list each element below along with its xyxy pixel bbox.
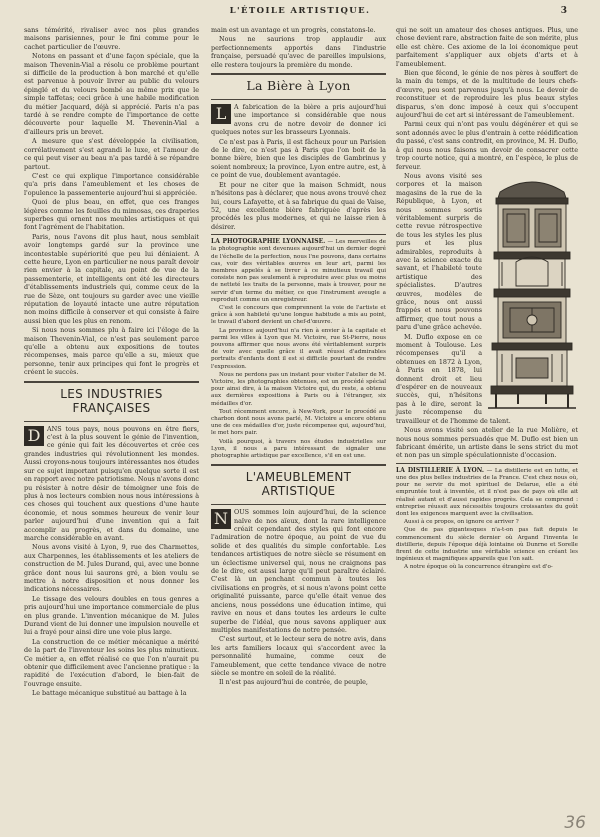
drop-cap: D [24,426,44,446]
section-heading-biere: La Bière à Lyon [246,78,351,94]
section-divider [211,99,386,100]
paragraph: Que de pas gigantesques n'a-t-on pas fait depuis le commencement du siècle dernier où Argand l'inventa le distillerie, depuis l'époque déjà lointaine où Dunrne et Sorelle firent de cette industrie une véritable science en créant les ingénieux et magnifiques appareils que l'on sait. [396,527,578,563]
paragraph: M. Duflo expose en ce moment à Toulouse. Les récompenses qu'il a obtenues en 1872 à Lyon, à Paris en 1878, lui donnent droit et lieu d'espérer en de nouveaux succès, qui, n'hésitons pas à le dire, seront la juste récompense du travailleur et de l'homme de talent. [396,332,511,425]
journal-title: L'ÉTOILE ARTISTIQUE. [229,6,371,16]
paragraph: C'est le concours que comprennent la voie de l'artiste et grâce à son habileté qu'une longue habitude a mis au point, le travail d'abord devient un chef-d'œuvre. [211,304,386,326]
paragraph: Le battage mécanique substitué au battage à la [32,689,187,698]
article-title: LA DISTILLERIE À LYON. [396,466,484,474]
paragraph: L A fabrication de la bière a pris aujourd'hui une importance si considérable que nous avons cru de notre devoir de donner ici quelques notes sur les brasseurs Lyonnais. [211,103,386,137]
paragraph: A mesure que s'est développée la civilisation, corrélativement s'est agrandi le luxe, et l'amour de ce qui peut viser au beau n'a pas tardé à se répandre partout. [24,137,199,171]
page-number: 3 [560,6,567,16]
paragraph: La construction de ce métier mécanique a mérité de la part de l'inventeur les soins les plus minutieux. Ce métier a, en effet réalisé ce que l'on n'aurait pu obtenir que difficilement avec l'ancienne pratique : la rapidité de l'exécution d'abord, le bien-fait de l'ouvrage ensuite. [24,637,199,688]
paragraph: Aussi à ce propos, on ignore ce arriver ? [404,519,519,526]
paragraph: Bien que fécond, le génie de nos pères à souffert de la main du temps, et de la multitude de leurs chefs-d'œuvre, peu sont parvenus jusqu'à nous. Le devoir de reconstituer et de reproduire les plus beaux styles disparus, s'en donc imposé à ceux qui s'occupent aujourd'hui de cet art si intéressant de l'ameublement. [396,69,578,120]
section-divider [211,464,386,466]
paragraph: Notons en passant et d'une façon spéciale, que la maison Thevenin-Vial a résolu ce problème pourtant si difficile de la production à bon marché et qu'elle est parvenue à pouvoir livrer au public du velours épinglé et du velours bombé au même prix que le simple taffetas; ceci grâce à une habile modification du métier Jacquard, déjà si apprécié. Paris n'a pas tardé à se rendre compte de l'importance de cette découverte pour laquelle M. Thevenin-Vial a d'ailleurs pris un brevet. [24,52,199,136]
paragraph: Ce n'est pas à Paris, il est fâcheux pour un Parisien de le dire, ce n'est pas à Paris que l'on boit de la bonne bière, bien que les disciples de Gambrinus y soient nombreux; la province, Lyon entre autre, est, à ce point de vue, doublement avantagée. [211,137,386,180]
photo-article: LA PHOTOGRAPHIE LYONNAISE. — Les merveilles de la photographie sont devenues aujourd'hui un dernier degré de l'échelle de la perfection, nous l'ne pouvons, dans certains cas, voir des véritables œuvres en leur art, parmi les membres appelés à se livrer à ce minutieux travail qui consiste non pas seulement à reproduire avec plus ou moins de netteté les traits de la personne, mais à trouver, pour ne servir d'un terme du métier, ce que l'instrument aveugle a reproduit comme un enregistreur. C'est le concours que comprennent la voie de l'artiste et grâce à son habileté qu'une longue habitude a mis au point, le travail d'abord devient un chef-d'œuvre. La province aujourd'hui n'a rien à envier à la capitale et parmi les villes à Lyon que M. Victoire, rue St-Pierre, nous pouvons affirmer que nous avons été véritablement surpris de voir avec quelle grâce il avait réussi d'admirables portraits d'enfants dont il est si difficile pourtant de rendre l'expression. Nous ne perdons pas un instant pour visiter l'atelier de M. Victoire, les photographies obtenues, est un procédé spécial pour ainsi dire, à la maison Victoire qui, du reste, a obtenu aux dernières expositions à Paris ou à l'étranger, six médailles d'or. Tout récemment encore, à New-York, pour le procédé au charbon dont nous avons parlé, M. Victoire a encore obtenu une de ces médailles d'or, juste récompense qui, aujourd'hui, le met hors pair. Voilà pourquoi, à travers nos études industrielles sur Lyon, il nous a paru intéressant de signaler une photographie artistique par excellence, s'il en est une. [211,238,387,460]
paragraph: A notre époque où la concurrence étrangère est d'o- [404,564,553,571]
paragraph: La province aujourd'hui n'a rien à envier à la capitale et parmi les villes à Lyon que M. Victoire, rue St-Pierre, nous pouvons affirmer que nous avons été véritablement surpris de voir avec quelle grâce il avait réussi d'admirables portraits d'enfants dont il est si difficile pourtant de rendre l'expression. [211,327,386,370]
paragraph: main est un avantage et un progrès, constatons-le. [211,26,376,34]
paragraph: D ANS tous pays, nous pouvons en être fiers, c'est à la plus souvent le génie de l'invention, ce génie qui fait les découvertes et crée ces grandes industries qui révolutionnent les mondes. Aussi croyons-nous toujours intéressantes nos études sur ce sujet important puisqu'en quelque sorte il est en rapport avec notre patriotisme. Nous n'avons donc pu résister à notre désir de témoigner une fois de plus à nos lecteurs combien nous nous intéressions à ces choses qui touchent aux questions d'une haute économie, et nous sommes heureux de venir leur parler aujourd'hui d'une invention qui a fait accomplir au progrès, et dans du domaine, une marche considérable en avant. [24,424,199,542]
paragraph: Nous ne perdons pas un instant pour visiter l'atelier de M. Victoire, les photographies obtenues, est un procédé spécial pour ainsi dire, à la maison Victoire qui, du reste, a obtenu aux dernières expositions à Paris ou à l'étranger, six médailles d'or. [211,371,386,407]
paragraph: Tout récemment encore, à New-York, pour le procédé au charbon dont nous avons parlé, M. Victoire a encore obtenu une de ces médailles d'or, juste récompense qui, aujourd'hui, le met hors pair. [211,408,386,437]
column-right [396,26,578,573]
section-divider [24,421,199,422]
paragraph: Et pour ne citer que la maison Schmidt, nous n'hésitons pas à déclarer, que nous avons trouvé chez lui, cours Lafayette, et à sa fabrique du quai de Vaise, 52, une excellente bière fabriquée d'après les procédés les plus modernes, et qui ne laisse rien à désirer. [211,180,386,231]
handwritten-margin-number: 36 [564,813,586,833]
section-divider [211,73,386,75]
paragraph: Si nous nous sommes plu à faire ici l'éloge de la maison Thevenin-Vial, ce n'est pas seulement parce qu'elle a obtenu aux expositions de toutes récompenses, mais parce qu'elle a su, mieux que personne, tenir aux principes qui font le progrès et créent le succès. [24,326,199,377]
section-divider [211,234,386,235]
paragraph: Parmi ceux qui n'ont pas voulu dégénérer et qui se sont adonnés avec le plus d'entrain à cette réédification du passé, c'est sans contredit, en province, M. H. Duflo, à qui nous nous faisons un devoir de consacrer cette trop courte notice, qui a montré, en l'espèce, le plus de ferveur. [396,120,578,171]
drop-cap: N [211,509,231,529]
section-divider [396,463,578,464]
column-middle [211,26,386,688]
paragraph: Nous ne saurions trop applaudir aux perfectionnements apportés dans l'industrie française, persuadé qu'avec de pareilles impulsions, elle restera toujours la première du monde. [211,35,386,69]
drop-cap: L [211,104,231,124]
paragraph: Paris, nous l'avons dit plus haut, nous semblait avoir longtemps gardé sur la province une incontestable supériorité que peu lui déniaient. A cette heure, Lyon en particulier ne nous paraît devoir rien envier à la capitale, au point de vue de la passementerie, et intelligents ont été les directeurs d'établissements industriels qui, comme ceux de la rue de Sèze, ont toujours su garder avec une vieille réputation de loyauté intacte une autre réputation non moins difficile à conserver et qui consiste à faire aussi bien que les plus en renom. [24,232,199,325]
section-heading-ameublement: L'AMEUBLEMENT ARTISTIQUE [245,470,352,499]
paragraph: Nous avons visité à Lyon, 9, rue des Charmettes, aux Charpennes, les établissements et les ateliers de construction de M. Jules Durand, qui, avec une bonne grâce dont nous lui saurons gré, a bien voulu se mettre à notre disposition et nous donner les indications nécessaires. [24,543,199,594]
paragraph: Il n'est pas aujourd'hui de contrée, de peuple, [219,678,368,687]
distillerie-article: LA DISTILLERIE À LYON. — La distillerie est en lutte, et une des plus belles industries de la France. C'est chez nous où, pour ne servir du mot spirituel de Delarue, elle a été empruntée tout à inventée, et il n'est pas de pays où elle ait réalisé autant et d'aussi rapides progrès. Cela se comprend : entreprise réussit aux nécessités toujours croissantes du goût dont les exigences marquent avec la civilisation. Aussi à ce propos, on ignore ce arriver ? Que de pas gigantesques n'a-t-on pas fait depuis le commencement du siècle dernier où Argand l'inventa le distillerie, depuis l'époque déjà lointaine où Dunrne et Sorelle firent de cette industrie une véritable science en créant les ingénieux et magnifiques appareils que l'on sait. A notre époque où la concurrence étrangère est d'o- [396,466,578,571]
paragraph: Nous avons visité ses corpores et la maison magasins de la rue de la République, à Lyon, et nous sommes sortis véritablement surpris de cette revue rétrospective de tous les styles les plus purs et les plus admirables, reproduits à avec la science exacte du savant, et l'habileté toute artistique des spécialistes. D'autres œuvres, modèles de grâce, nous ont aussi frappés et nous pouvons affirmer, que tout nous a paru d'une grâce achevée. [396,172,578,332]
paragraph: Voilà pourquoi, à travers nos études industrielles sur Lyon, il nous a paru intéressant de signaler une photographie artistique par excellence, s'il en est une. [211,438,386,460]
section-divider [24,381,199,383]
article-title: LA PHOTOGRAPHIE LYONNAISE. [211,238,326,246]
section-heading-industries: LES INDUSTRIES FRANÇAISES [60,386,163,415]
column-left [24,26,199,699]
paragraph: C'est surtout, et le lecteur sera de notre avis, dans les arts familiers locaux qui s'accordent avec la personnalité humaine, comme ceux de l'ameublement, que cette tendance vivace de notre siècle se montre en soleil de la réalité. [211,635,386,677]
paragraph: C'est ce qui explique l'importance considérable qu'a pris dans l'ameublement et les choses de l'opulence la passementerie aujourd'hui si appréciée. [24,171,199,197]
paragraph: N OUS sommes loin aujourd'hui, de la science naïve de nos aïeux, dont la rare intelligence créait cependant des styles qui font encore l'admiration de notre époque, au point de vue du solide et des qualités du simple confortable. Les tendances artistiques de notre siècle se résument en un éclectisme universel qui, nous ne craignons pas de le dire, est aussi large qu'il peut paraître éclairé. C'est là un penchant commun à toutes les civilisations en progrès, et si nous n'avons point cette originalité puissante, parce qu'elle était venue des anciens, nous possédons une éducation intime, qui ravive en nous et dans toutes les ardeurs le culte superbe de l'idéal, que nous savons appliquer aux multiples manifestations de notre pensée. [211,508,386,634]
paragraph: Le tissage des velours doubles en tous genres a pris aujourd'hui une importance commerciale de plus en plus grande. L'invention mécanique de M. Jules Durand vient de lui donner une impulsion nouvelle et lui a frayé pour ainsi dire une voie plus large. [24,594,199,637]
section-divider [211,504,386,505]
paragraph: sans témérité, rivaliser avec nos plus grandes maisons parisiennes, pour le fini comme pour le cachet particulier de l'œuvre. [24,26,199,51]
running-head [0,6,600,20]
cabinet-engraving [486,174,578,412]
paragraph: Nous avons visité son atelier de la rue Molière, et nous nous sommes persuadés que M. Duflo est bien un fabricant émérite, un artiste dans le sens strict du mot et non pas un simple spéculationniste d'occasion. [396,426,578,460]
paragraph: Quoi de plus beau, en effet, que ces franges légères comme les feuilles du mimosas, ces draperies superbes qui ornent nos meubles artistiques et qui font l'agrément de l'habitation. [24,198,199,232]
paragraph: qui ne soit un amateur des choses antiques. Plus, une chose devient rare, abstraction faite de son mérite, plus elle est chère. Ces axiome de la loi économique peut parfaitement s'appliquer aux objets d'arts et à l'ameublement. [396,26,578,68]
